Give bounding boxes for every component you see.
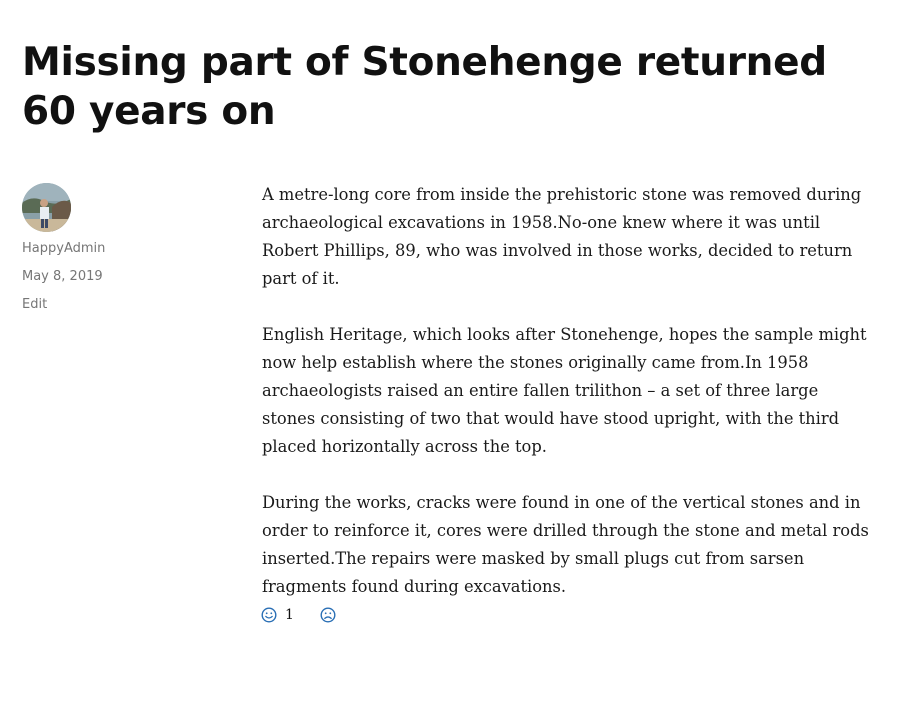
- frown-icon: [320, 607, 336, 623]
- smile-icon: [261, 607, 277, 623]
- post-paragraph: During the works, cracks were found in one of the vertical stones and in order to reinforce it, cores were drilled through the stone and metal rods inserted.The repairs were masked by small plugs cut from sarsen fragments found during excavations.: [262, 493, 869, 596]
- post-title: Missing part of Stonehenge returned 60 years on: [22, 40, 827, 134]
- author-avatar[interactable]: [22, 183, 71, 232]
- like-count: 1: [285, 607, 294, 623]
- edit-link[interactable]: Edit: [22, 297, 48, 312]
- post-meta: [22, 183, 202, 324]
- post-date-link[interactable]: May 8, 2019: [22, 269, 103, 284]
- post-paragraph: English Heritage, which looks after Stonehenge, hopes the sample might now help establish where the stones originally came from.In 1958 archaeologists raised an entire fallen trilithon – a set of three large stones consisting of two that would have stood upright, with the third placed horizontally across the top.: [262, 325, 867, 456]
- post-content: [262, 181, 872, 629]
- dislike-button[interactable]: [320, 607, 336, 623]
- avatar-photo: [22, 183, 71, 232]
- reactions-bar: [261, 604, 362, 626]
- like-button[interactable]: [261, 604, 294, 626]
- author-name-link[interactable]: HappyAdmin: [22, 241, 106, 256]
- post-paragraph: A metre-long core from inside the prehistoric stone was removed during archaeological excavations in 1958.No-one knew where it was until Robert Phillips, 89, who was involved in those works, decided to return part of it.: [262, 185, 862, 288]
